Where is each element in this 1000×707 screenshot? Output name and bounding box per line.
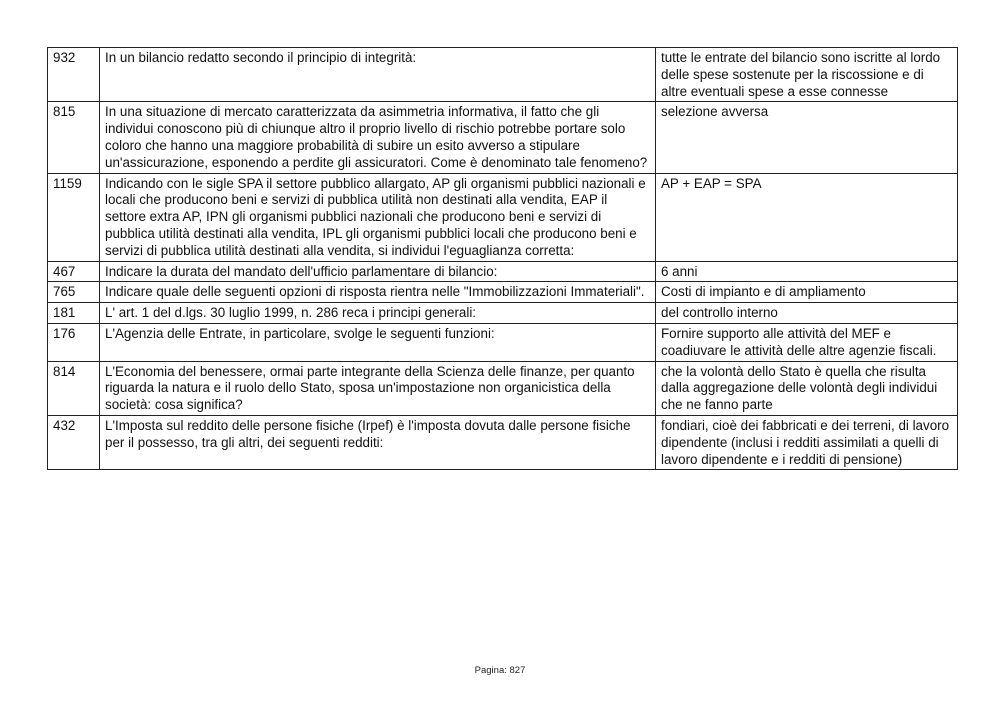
answer-text: Costi di impianto e di ampliamento (656, 282, 958, 303)
answer-text: fondiari, cioè dei fabbricati e dei terreni, di lavoro dipendente (inclusi i redditi assimilati a quelli di lavoro dipendente e i redditi di pensione) (656, 415, 958, 469)
answer-text: AP + EAP = SPA (656, 173, 958, 261)
table-row (48, 261, 958, 282)
table-row (48, 303, 958, 324)
table-row (48, 361, 958, 415)
question-id: 814 (48, 361, 100, 415)
question-id: 1159 (48, 173, 100, 261)
question-text: In una situazione di mercato caratterizzata da asimmetria informativa, il fatto che gli individui conoscono più di chiunque altro il proprio livello di rischio potrebbe portare solo coloro che hanno una maggiore probabilità di subire un esito avverso a stipulare un'assicurazione, esponendo a perdite gli assicuratori. Come è denominato tale fenomeno? (100, 102, 656, 173)
question-text: L' art. 1 del d.lgs. 30 luglio 1999, n. 286 reca i principi generali: (100, 303, 656, 324)
question-text: L'Economia del benessere, ormai parte integrante della Scienza delle finanze, per quanto riguarda la natura e il ruolo dello Stato, sposa un'impostazione non organicistica della società: cosa significa? (100, 361, 656, 415)
question-id: 932 (48, 48, 100, 102)
question-table (47, 47, 958, 470)
question-text: Indicare quale delle seguenti opzioni di risposta rientra nelle "Immobilizzazioni Immateriali". (100, 282, 656, 303)
question-id: 181 (48, 303, 100, 324)
answer-text: tutte le entrate del bilancio sono iscritte al lordo delle spese sostenute per la riscossione e di altre eventuali spese a esse connesse (656, 48, 958, 102)
question-id: 765 (48, 282, 100, 303)
table-row (48, 282, 958, 303)
question-id: 815 (48, 102, 100, 173)
question-text: Indicando con le sigle SPA il settore pubblico allargato, AP gli organismi pubblici nazionali e locali che producono beni e servizi di pubblica utilità non destinati alla vendita, EAP il settore extra AP, IPN gli organismi pubblici nazionali che producono beni e servizi di pubblica utilità destinati alla vendita, IPL gli organismi pubblici locali che producono beni e servizi di pubblica utilità destinati alla vendita, si individui l'eguaglianza corretta: (100, 173, 656, 261)
question-text: Indicare la durata del mandato dell'ufficio parlamentare di bilancio: (100, 261, 656, 282)
table-row (48, 102, 958, 173)
answer-text: del controllo interno (656, 303, 958, 324)
question-id: 432 (48, 415, 100, 469)
question-text: L'Imposta sul reddito delle persone fisiche (Irpef) è l'imposta dovuta dalle persone fisiche per il possesso, tra gli altri, dei seguenti redditi: (100, 415, 656, 469)
question-text: In un bilancio redatto secondo il principio di integrità: (100, 48, 656, 102)
question-id: 467 (48, 261, 100, 282)
question-text: L'Agenzia delle Entrate, in particolare, svolge le seguenti funzioni: (100, 323, 656, 361)
answer-text: 6 anni (656, 261, 958, 282)
answer-text: che la volontà dello Stato è quella che risulta dalla aggregazione delle volontà degli individui che ne fanno parte (656, 361, 958, 415)
table-row (48, 48, 958, 102)
table-row (48, 415, 958, 469)
page-number: Pagina: 827 (474, 665, 526, 676)
table-row (48, 323, 958, 361)
answer-text: selezione avversa (656, 102, 958, 173)
question-id: 176 (48, 323, 100, 361)
table-row (48, 173, 958, 261)
answer-text: Fornire supporto alle attività del MEF e coadiuvare le attività delle altre agenzie fiscali. (656, 323, 958, 361)
